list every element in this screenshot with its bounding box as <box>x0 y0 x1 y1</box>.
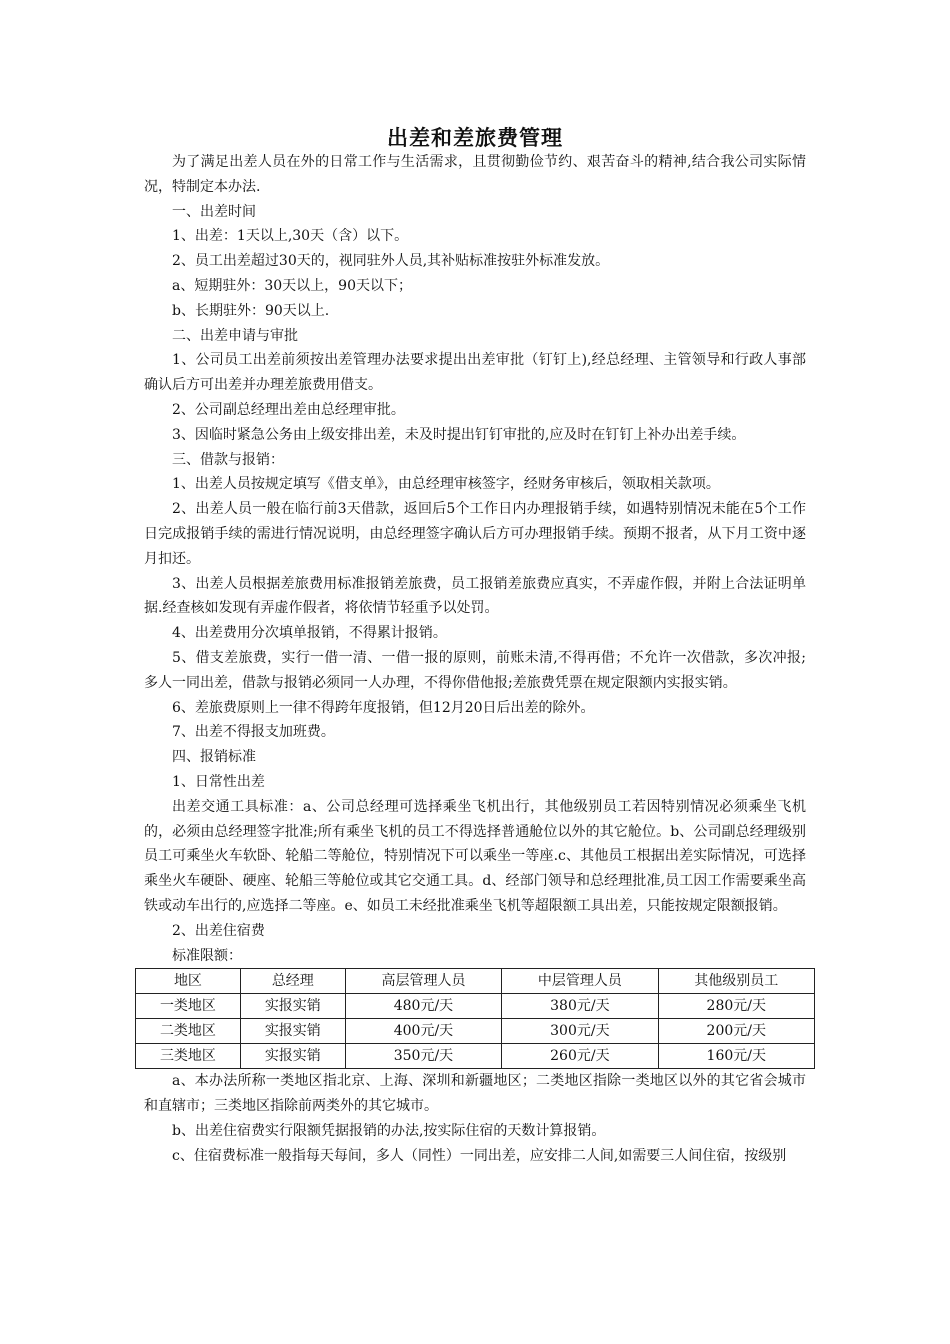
table-cell: 300元/天 <box>502 1019 658 1044</box>
table-header-cell: 高层管理人员 <box>345 969 501 994</box>
table-header-cell: 中层管理人员 <box>502 969 658 994</box>
table-cell: 160元/天 <box>658 1044 814 1069</box>
body-paragraph: 4、出差费用分次填单报销，不得累计报销。 <box>172 625 447 642</box>
table-header-row <box>136 969 815 994</box>
body-paragraph: 3、出差人员根据差旅费用标准报销差旅费，员工报销差旅费应真实，不弄虚作假，并附上合法证明单据.经查核如发现有弄虚作假者，将依情节轻重予以处罚。 <box>144 575 806 617</box>
document-title: 出差和差旅费管理 <box>387 125 563 150</box>
table-cell: 280元/天 <box>658 994 814 1019</box>
table-cell: 实报实销 <box>240 1019 345 1044</box>
table-header-cell: 其他级别员工 <box>658 969 814 994</box>
table-row <box>136 1044 815 1069</box>
body-paragraph: 5、借支差旅费，实行一借一清、一借一报的原则，前账未清,不得再借；不允许一次借款，多次冲报;多人一同出差，借款与报销必须同一人办理，不得你借他报;差旅费凭票在规定限额内实报实销。 <box>144 649 806 691</box>
body-paragraph: 1、公司员工出差前须按出差管理办法要求提出出差审批（钉钉上),经总经理、主管领导和行政人事部确认后方可出差并办理差旅费用借支。 <box>144 352 806 394</box>
section-heading: 二、出差申请与审批 <box>172 327 298 344</box>
table-cell: 400元/天 <box>345 1019 501 1044</box>
table-cell: 二类地区 <box>136 1019 241 1044</box>
body-paragraph: 标准限额： <box>172 947 242 964</box>
body-paragraph: 出差交通工具标准：a、公司总经理可选择乘坐飞机出行，其他级别员工若因特别情况必须乘坐飞机的，必须由总经理签字批准;所有乘坐飞机的员工不得选择普通舱位以外的其它舱位。b、公司副总经理级别员工可乘坐火车软卧、轮船二等舱位，特别情况下可以乘坐一等座.c、其他员工根据出差实际情况，可选择乘坐火车硬卧、硬座、轮船三等舱位或其它交通工具。d、经部门领导和总经理批准,员工因工作需要乘坐高铁或动车出行的,应选择二等座。e、如员工未经批准乘坐飞机等超限额工具出差，只能按规定限额报销。 <box>144 798 806 914</box>
body-paragraph: a、短期驻外：30天以上，90天以下； <box>172 277 412 294</box>
lodging-standard-table <box>135 968 815 1069</box>
body-paragraph: b、长期驻外：90天以上. <box>172 302 330 319</box>
table-cell: 实报实销 <box>240 994 345 1019</box>
table-cell: 实报实销 <box>240 1044 345 1069</box>
body-paragraph: a、本办法所称一类地区指北京、上海、深圳和新疆地区；二类地区指除一类地区以外的其它省会城市和直辖市；三类地区指除前两类外的其它城市。 <box>144 1073 806 1115</box>
table-header-cell: 总经理 <box>240 969 345 994</box>
intro-paragraph: 为了满足出差人员在外的日常工作与生活需求，且贯彻勤俭节约、艰苦奋斗的精神,结合我公司实际情况，特制定本办法. <box>144 154 806 195</box>
table-cell: 380元/天 <box>502 994 658 1019</box>
body-paragraph: b、出差住宿费实行限额凭据报销的办法,按实际住宿的天数计算报销。 <box>172 1122 606 1139</box>
body-paragraph: 2、员工出差超过30天的，视同驻外人员,其补贴标准按驻外标准发放。 <box>172 253 610 270</box>
section-heading: 一、出差时间 <box>172 203 256 220</box>
body-paragraph: 2、出差人员一般在临行前3天借款，返回后5个工作日内办理报销手续，如遇特别情况未能在5个工作日完成报销手续的需进行情况说明，由总经理签字确认后方可办理报销手续。预期不报者，从下月工资中逐月扣还。 <box>144 501 806 567</box>
table-cell: 200元/天 <box>658 1019 814 1044</box>
document-body <box>144 150 806 1168</box>
table-cell: 一类地区 <box>136 994 241 1019</box>
section-heading: 三、借款与报销： <box>172 451 284 468</box>
body-paragraph: c、住宿费标准一般指每天每间，多人（同性）一同出差，应安排二人间,如需要三人间住宿，按级别 <box>172 1147 787 1164</box>
table-row <box>136 994 815 1019</box>
body-paragraph: 6、差旅费原则上一律不得跨年度报销，但12月20日后出差的除外。 <box>172 699 595 716</box>
section-heading: 四、报销标准 <box>172 749 256 766</box>
body-paragraph: 7、出差不得报支加班费。 <box>172 724 335 741</box>
table-cell: 260元/天 <box>502 1044 658 1069</box>
body-paragraph: 1、出差：1天以上,30天（含）以下。 <box>172 228 409 245</box>
body-paragraph: 2、公司副总经理出差由总经理审批。 <box>172 401 405 418</box>
body-paragraph: 3、因临时紧急公务由上级安排出差，未及时提出钉钉审批的,应及时在钉钉上补办出差手续。 <box>172 426 746 443</box>
lodging-standard-table-wrapper <box>135 968 815 1069</box>
subsection-heading: 2、出差住宿费 <box>172 922 265 939</box>
table-header-cell: 地区 <box>136 969 241 994</box>
table-cell: 三类地区 <box>136 1044 241 1069</box>
body-paragraph: 1、出差人员按规定填写《借支单》，由总经理审核签字，经财务审核后，领取相关款项。 <box>172 476 720 493</box>
table-cell: 350元/天 <box>345 1044 501 1069</box>
table-row <box>136 1019 815 1044</box>
subsection-heading: 1、日常性出差 <box>172 773 265 790</box>
table-cell: 480元/天 <box>345 994 501 1019</box>
